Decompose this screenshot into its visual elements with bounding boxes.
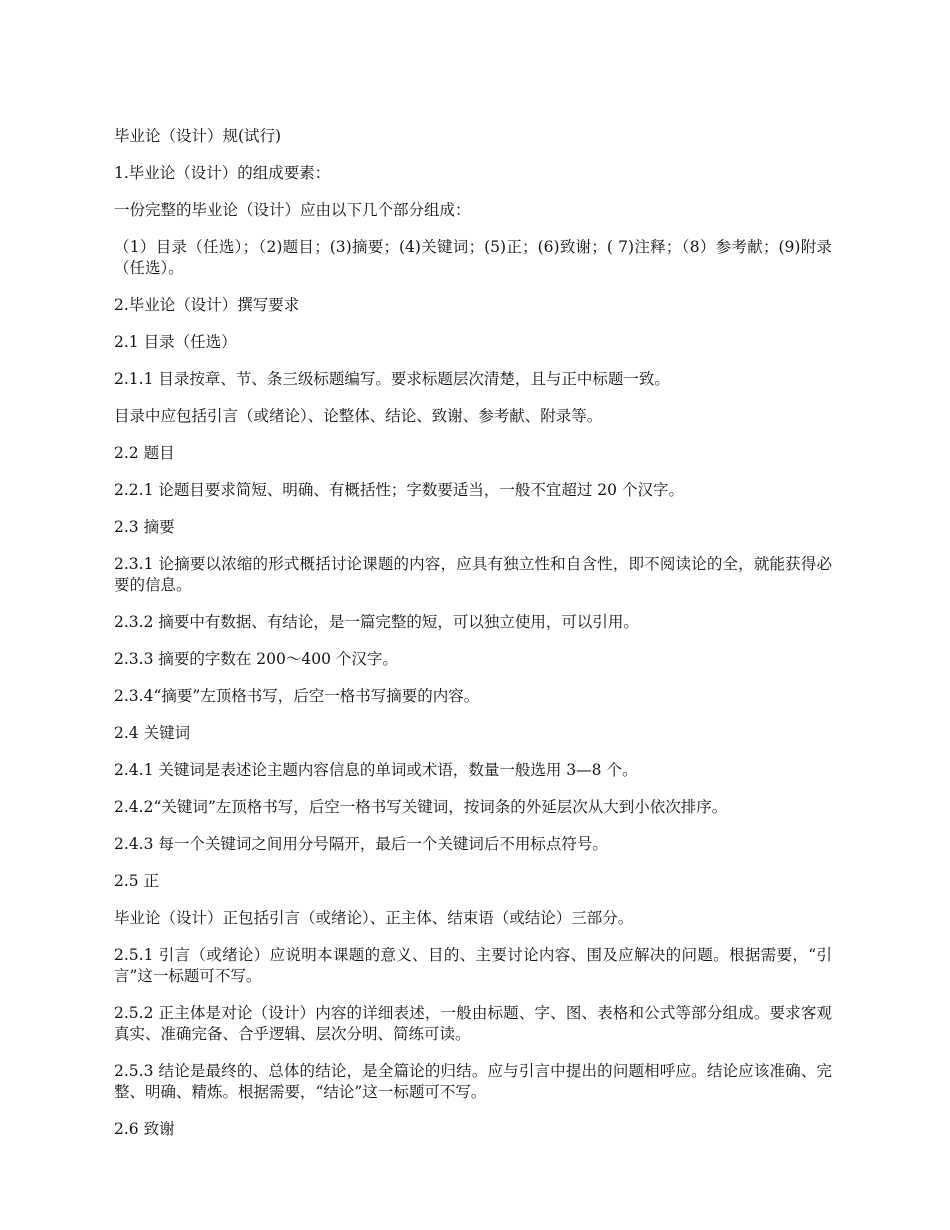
body-paragraph: 目录中应包括引言（或绪论）、论整体、结论、致谢、参考献、附录等。 [114,407,603,425]
subsection-heading: 2.3 摘要 [114,518,175,536]
subsection-heading: 2.2 题目 [114,444,175,462]
body-paragraph: 2.4.3 每一个关键词之间用分号隔开，最后一个关键词后不用标点符号。 [114,835,608,853]
subsection-heading: 2.5 正 [114,872,160,890]
subsection-heading: 2.4 关键词 [114,724,191,742]
body-paragraph: 2.4.1 关键词是表述论主题内容信息的单词或术语，数量一般选用 3—8 个。 [114,761,638,779]
body-paragraph: 2.3.3 摘要的字数在 200～400 个汉字。 [114,650,398,668]
body-paragraph: 2.5.2 正主体是对论（设计）内容的详细表述，一般由标题、字、图、表格和公式等部分组成。要求客观真实、准确完备、合乎逻辑、层次分明、简练可读。 [114,1004,832,1043]
body-paragraph: 2.5.3 结论是最终的、总体的结论，是全篇论的归结。应与引言中提出的问题相呼应。结论应该准确、完整、明确、精炼。根据需要，“结论”这一标题可不写。 [114,1062,832,1101]
subsection-heading: 2.1 目录（任选） [114,333,237,351]
body-paragraph: 2.3.4“摘要”左顶格书写，后空一格书写摘要的内容。 [114,687,480,705]
body-paragraph: 2.3.1 论摘要以浓缩的形式概括讨论课题的内容，应具有独立性和自含性，即不阅读论的全，就能获得必要的信息。 [114,555,832,594]
body-paragraph: 一份完整的毕业论（设计）应由以下几个部分组成： [114,201,471,219]
subsection-heading: 2.6 致谢 [114,1120,175,1138]
body-paragraph: 2.4.2“关键词”左顶格书写，后空一格书写关键词，按词条的外延层次从大到小依次排序。 [114,798,728,816]
section-heading: 1.毕业论（设计）的组成要素： [114,164,331,182]
body-paragraph: 毕业论（设计）正包括引言（或绪论）、正主体、结束语（或结论）三部分。 [114,909,634,927]
document-title: 毕业论（设计）规(试行) [114,127,282,145]
body-paragraph: 2.1.1 目录按章、节、条三级标题编写。要求标题层次清楚，且与正中标题一致。 [114,370,670,388]
body-paragraph: （1）目录（任选）；（2)题目；(3)摘要；(4)关键词；(5)正；(6)致谢；( 7)注释；（8）参考献；(9)附录（任选）。 [114,238,832,277]
document-page [114,126,832,1156]
section-heading: 2.毕业论（设计）撰写要求 [114,296,300,314]
body-paragraph: 2.2.1 论题目要求简短、明确、有概括性；字数要适当，一般不宜超过 20 个汉字。 [114,481,684,499]
body-paragraph: 2.3.2 摘要中有数据、有结论，是一篇完整的短，可以独立使用，可以引用。 [114,613,639,631]
body-paragraph: 2.5.1 引言（或绪论）应说明本课题的意义、目的、主要讨论内容、围及应解决的问题。根据需要，“引言”这一标题可不写。 [114,946,832,985]
